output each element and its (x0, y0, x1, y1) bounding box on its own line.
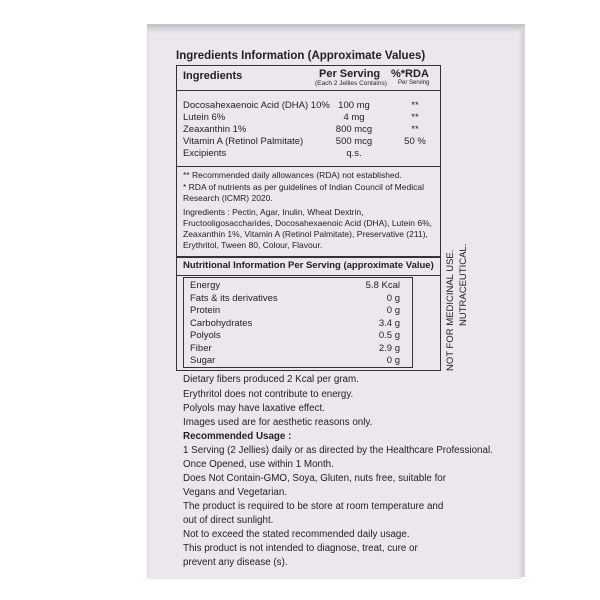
rda-note: ** Recommended daily allowances (RDA) not established. (183, 170, 402, 180)
nutrient-name: Fiber (190, 342, 212, 354)
nutrient-name: Carbohydrates (190, 317, 253, 329)
recommended-usage-heading: Recommended Usage : (183, 431, 292, 442)
ingredient-row (177, 112, 440, 124)
ingredient-rda: ** (411, 112, 419, 123)
ingredient-rda: ** (411, 100, 419, 111)
nutrient-name: Energy (190, 280, 221, 291)
header-rda-sub: Per Serving (398, 80, 430, 86)
nutrient-name: Fats & its derivatives (190, 292, 278, 304)
nutrition-row (184, 293, 412, 306)
nutrient-value: 0 g (386, 292, 400, 304)
side-warning (445, 243, 475, 383)
nutrition-title: Nutritional Information Per Serving (approximate Value) (183, 260, 434, 271)
nutrition-title-bar (177, 257, 440, 276)
nutraceutical-text: NUTRACEUTICAL. (458, 243, 469, 326)
erythritol-note: Erythritol does not contribute to energy. (183, 389, 354, 400)
nutrient-value: 5.8 Kcal (365, 280, 400, 291)
ingredient-name: Lutein 6% (183, 112, 226, 123)
box-right-edge (521, 27, 525, 577)
nutrition-row (184, 330, 412, 343)
nutrient-name: Sugar (190, 355, 216, 366)
ingredient-amount: 500 mcg (335, 136, 373, 147)
ingredient-row (177, 124, 440, 136)
ingredient-row (177, 100, 440, 112)
header-per-serving: Per Serving (319, 68, 381, 80)
usage-line: 1 Serving (2 Jellies) daily or as directed by the Healthcare Professional. (183, 445, 493, 456)
usage-line: Once Opened, use within 1 Month. (183, 459, 334, 470)
usage-line: Does Not Contain-GMO, Soya, Gluten, nuts free, suitable for (183, 473, 447, 484)
nutrition-table (183, 277, 413, 368)
nutrient-value: 0.5 g (378, 330, 400, 341)
nutrient-value: 0 g (386, 305, 400, 316)
nutrition-panel (176, 256, 441, 371)
nutrition-row (184, 305, 412, 318)
usage-line: The product is required to be store at room temperature and (183, 501, 444, 512)
nutrition-row (184, 318, 412, 331)
ingredient-row (177, 148, 440, 160)
ingredients-title: Ingredients Information (Approximate Values) (176, 50, 426, 62)
nutrient-name: Polyols (190, 330, 221, 341)
nutrient-value: 2.9 g (378, 342, 400, 354)
usage-line: out of direct sunlight. (183, 515, 274, 526)
header-rda: %*RDA (391, 68, 429, 80)
ingredients-divider (177, 166, 440, 167)
ingredient-name: Excipients (183, 148, 227, 159)
ingredients-header (177, 66, 440, 91)
ingredient-row (177, 136, 440, 148)
ingredient-amount: 100 mg (338, 100, 370, 111)
images-note: Images used are for aesthetic reasons only. (183, 417, 373, 428)
polyols-note: Polyols may have laxative effect. (183, 403, 325, 414)
usage-line: This product is not intended to diagnose, treat, cure or (183, 543, 418, 554)
not-for-medicinal-use-text: NOT FOR MEDICINAL USE. (445, 249, 456, 371)
fiber-energy-note: Dietary fibers produced 2 Kcal per gram. (183, 374, 359, 385)
ingredient-rda: 50 % (404, 136, 426, 147)
usage-line: prevent any disease (s). (183, 557, 288, 568)
ingredient-amount: 4 mg (343, 112, 365, 123)
header-ingredients: Ingredients (183, 70, 243, 82)
nutrition-row (184, 280, 412, 293)
ingredient-amount: 800 mcg (335, 124, 373, 135)
nutrient-value: 0 g (386, 355, 400, 366)
usage-line: Not to exceed the stated recommended daily usage. (183, 529, 410, 540)
nutrition-row (184, 355, 412, 368)
ingredient-name: Vitamin A (Retinol Palmitate) (183, 136, 304, 147)
nutrition-row (184, 343, 412, 356)
ingredient-rda: ** (411, 124, 419, 135)
ingredients-list-note: Ingredients : Pectin, Agar, Inulin, Wheat Dextrin, Fructooligosaccharides, Docosahexaenoic Acid (DHA), Lutein 6%, Zeaxanthin 1%, Vitamin A (Retinol Palmitate), Preservative (211), Erythritol, Tween 80, Colour, Flavour. (183, 207, 432, 250)
header-per-serving-sub: (Each 2 Jellies Contains) (315, 80, 387, 87)
usage-line: Vegans and Vegetarian. (183, 487, 288, 498)
nutrient-name: Protein (190, 305, 221, 316)
ingredient-name: Zeaxanthin 1% (183, 124, 247, 135)
ingredient-name: Docosahexaenoic Acid (DHA) 10% (183, 100, 330, 111)
ingredient-amount: q.s. (346, 148, 362, 159)
rda-guideline-note: * RDA of nutrients as per guidelines of Indian Council of Medical Research (ICMR) 2020. (183, 182, 424, 203)
ingredients-panel (176, 65, 441, 258)
nutrient-value: 3.4 g (378, 317, 400, 329)
